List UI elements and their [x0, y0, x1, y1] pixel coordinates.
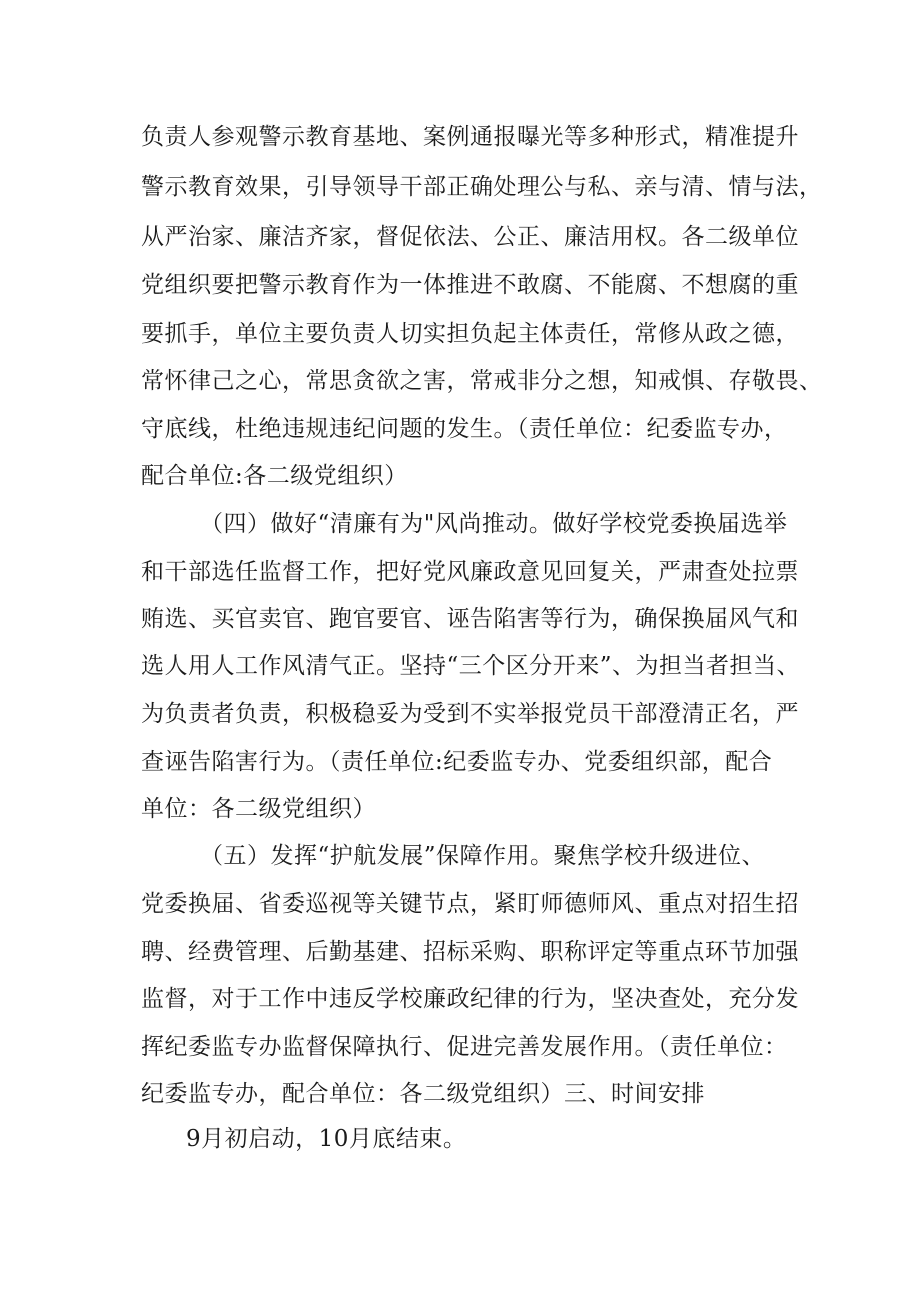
text-line: 监督，对于工作中违反学校廉政纪律的行为，坚决查处，充分发 — [141, 986, 799, 1012]
text-line: 从严治家、廉洁齐家，督促依法、公正、廉洁用权。各二级单位 — [141, 224, 799, 250]
schedule-line: 9月初启动，10月底结束。 — [186, 1126, 467, 1152]
text-line: 挥纪委监专办监督保障执行、促进完善发展作用。（责任单位： — [141, 1034, 788, 1060]
text-line: 常怀律己之心，常思贪欲之害，常戒非分之想，知戒惧、存敬畏、 — [141, 368, 823, 394]
text-line: 聘、经费管理、后勤基建、招标采购、职称评定等重点环节加强 — [141, 939, 799, 965]
text-line: 纪委监专办，配合单位：各二级党组织）三、时间安排 — [141, 1081, 705, 1107]
text-line: 警示教育效果，引导领导干部正确处理公与私、亲与清、情与法， — [141, 174, 823, 200]
text-line: 守底线，杜绝违规违纪问题的发生。（责任单位：纪委监专办， — [141, 416, 788, 442]
text-line: 贿选、买官卖官、跑官要官、诬告陷害等行为，确保换届风气和 — [141, 606, 799, 632]
text-line: 为负责者负责，积极稳妥为受到不实举报党员干部澄清正名，严 — [141, 701, 799, 727]
text-line: 查诬告陷害行为。（责任单位:纪委监专办、党委组织部，配合 — [141, 749, 773, 775]
text-line: 配合单位:各二级党组织） — [141, 463, 408, 489]
text-line: 党委换届、省委巡视等关键节点，紧盯师德师风、重点对招生招 — [141, 891, 799, 917]
text-line: 要抓手，单位主要负责人切实担负起主体责任，常修从政之德， — [141, 321, 799, 347]
section-heading-5: （五）发挥“护航发展”保障作用。聚焦学校升级进位、 — [200, 843, 766, 869]
text-line: 选人用人工作风清气正。坚持“三个区分开来”、为担当者担当、 — [141, 653, 801, 679]
section-heading-4: （四）做好“清廉有为"风尚推动。做好学校党委换届选举 — [200, 511, 788, 537]
text-line: 党组织要把警示教育作为一体推进不敢腐、不能腐、不想腐的重 — [141, 272, 799, 298]
text-line: 单位：各二级党组织） — [141, 796, 376, 822]
text-line: 负责人参观警示教育基地、案例通报曝光等多种形式，精准提升 — [141, 124, 799, 150]
text-line: 和干部选任监督工作，把好党风廉政意见回复关，严肃查处拉票 — [141, 559, 799, 585]
